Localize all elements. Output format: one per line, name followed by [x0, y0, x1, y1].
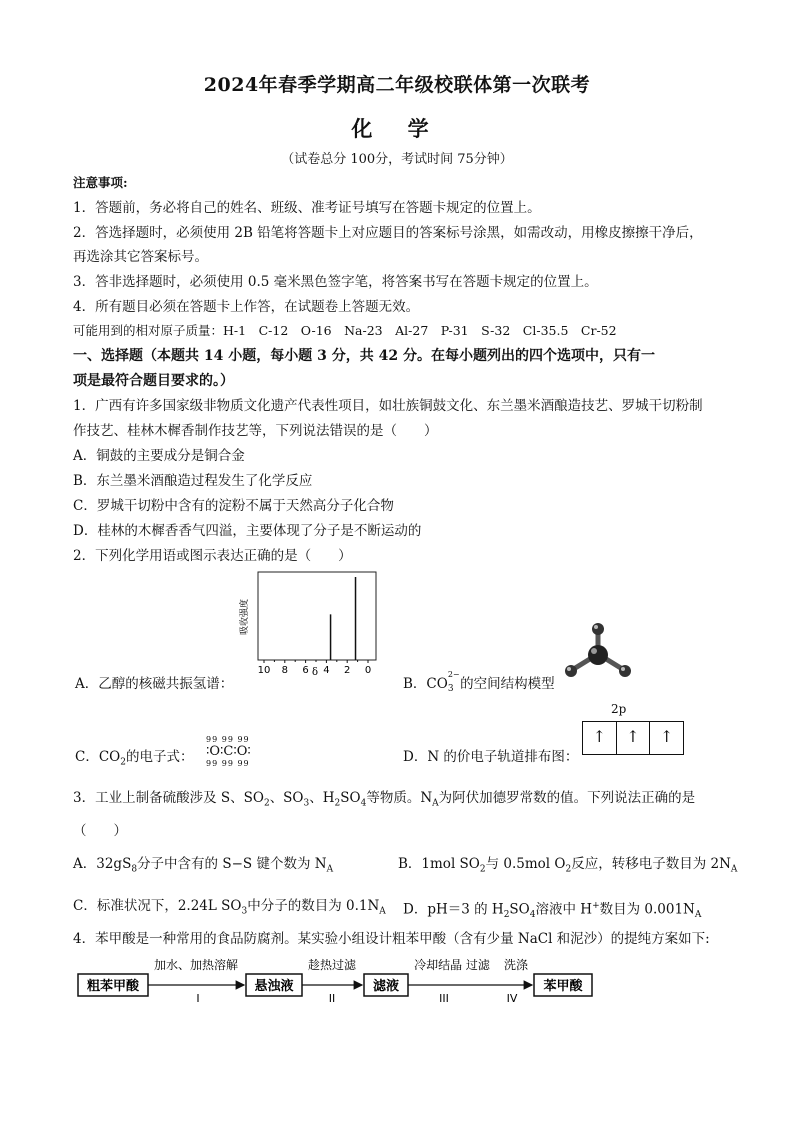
- q1-option-c: C．罗城干切粉中含有的淀粉不属于天然高分子化合物: [73, 498, 394, 514]
- flow-step-number: II: [328, 992, 336, 1005]
- orbital-box: ↑: [583, 722, 617, 754]
- x-tick-label: 10: [257, 665, 271, 676]
- x-tick-label: 2: [344, 665, 351, 676]
- flow-box-label: 悬浊液: [254, 979, 294, 994]
- q1-stem-cont: 作技艺、桂林木樨香制作技艺等，下列说法错误的是（ ）: [73, 423, 438, 439]
- x-tick-label: 8: [281, 665, 288, 676]
- note-item: 2．答选择题时，必须使用 2B 铅笔将答题卡上对应题目的答案标号涂黑，如需改动，用橡皮擦擦干净后，: [73, 225, 703, 241]
- q3-option-a: A．$32gS_8$分子中含有的 S−S 键个数为 $N_A$: [73, 856, 334, 875]
- q3-stem: 3．工业上制备硫酸涉及 S、$SO_2$、$SO_3$、$H_2SO_4$等物质。$N_A$为阿伏加德罗常数的值。下列说法正确的是: [73, 790, 696, 809]
- q3-stem-cont: （ ）: [73, 823, 127, 839]
- chart-xlabel: δ: [312, 667, 319, 677]
- orbital-diagram: [582, 721, 684, 755]
- q1-stem: 1．广西有许多国家级非物质文化遗产代表性项目，如壮族铜鼓文化、东兰墨米酒酿造技艺、罗城干切粉制: [73, 398, 703, 414]
- q2-option-a: A．乙醇的核磁共振氢谱：: [75, 676, 234, 692]
- q2-option-d: D．N 的价电子轨道排布图：: [403, 749, 579, 765]
- q2-stem: 2．下列化学用语或图示表达正确的是（ ）: [73, 548, 352, 564]
- q2-option-c: C．$CO_2$的电子式：: [75, 749, 194, 768]
- carbon-atom: [588, 645, 608, 665]
- note-item: 4．所有题目必须在答题卡上作答，在试题卷上答题无效。: [73, 299, 420, 315]
- purification-flowchart: [76, 956, 596, 1006]
- exam-title: 2024年春季学期高二年级校联体第一次联考: [203, 74, 591, 96]
- orbital-box: ↑: [617, 722, 651, 754]
- x-tick-label: 0: [364, 665, 372, 676]
- q2-option-b: B．CO 3 2− 的空间结构模型: [403, 670, 555, 694]
- flow-step: 趁热过滤: [307, 958, 357, 972]
- note-item: 再选涂其它答案标号。: [73, 249, 208, 265]
- section-heading-cont: 项是最符合题目要求的。）: [73, 373, 234, 389]
- note-item: 3．答非选择题时，必须使用 0.5 毫米黑色签字笔，将答案书写在答题卡规定的位置上。: [73, 274, 598, 290]
- oxygen-atom: [619, 665, 631, 677]
- exam-info: （试卷总分 100分，考试时间 75分钟）: [281, 152, 513, 167]
- subject-title: 化 学: [351, 116, 443, 141]
- section-heading: 一、选择题（本题共 14 小题，每小题 3 分，共 42 分。在每小题列出的四个选项中，只有一: [73, 348, 655, 364]
- flow-step: 洗涤: [503, 958, 529, 972]
- flow-box-label: 粗苯甲酸: [86, 979, 140, 994]
- q3-option-c: C．标准状况下，2.24L $SO_3$中分子的数目为 $0.1N_A$: [73, 898, 386, 917]
- q1-option-d: D．桂林的木樨香香气四溢，主要体现了分子是不断运动的: [73, 523, 422, 539]
- q4-stem: 4．苯甲酸是一种常用的食品防腐剂。某实验小组设计粗苯甲酸（含有少量 NaCl 和泥沙）的提纯方案如下:: [73, 931, 710, 947]
- flow-box-label: 滤液: [372, 979, 400, 994]
- q1-option-a: A．铜鼓的主要成分是铜合金: [73, 448, 245, 464]
- q3-option-b: B．1mol $SO_2$与 0.5mol $O_2$反应，转移电子数目为 $2N_A$: [398, 856, 738, 875]
- orbital-box: ↑: [659, 727, 674, 746]
- flow-box-label: 苯甲酸: [543, 979, 583, 994]
- atomic-masses: 可能用到的相对原子质量：H-1 C-12 O-16 Na-23 Al-27 P-31 S-32 Cl-35.5 Cr-52: [73, 323, 617, 338]
- flow-step-number: IV: [506, 992, 518, 1005]
- chart-peaks: [331, 577, 356, 660]
- oxygen-atom: [592, 623, 604, 635]
- chart-frame: [258, 572, 376, 660]
- note-item: 1．答题前，务必将自己的姓名、班级、准考证号填写在答题卡规定的位置上。: [73, 200, 541, 216]
- flow-step-number: I: [196, 992, 200, 1005]
- x-tick-label: 6: [302, 665, 309, 676]
- nmr-spectrum-chart: [238, 571, 380, 677]
- flow-step: 冷却结晶 过滤: [414, 958, 490, 972]
- co2-electron-formula: 99 99 99 ∶O∶C∶O∶ 99 99 99: [206, 735, 251, 768]
- q1-option-b: B．东兰墨米酒酿造过程发生了化学反应: [73, 473, 313, 489]
- notes-heading: 注意事项:: [73, 175, 128, 190]
- co3-molecule-model: [560, 618, 632, 686]
- x-tick-label: 4: [323, 665, 330, 676]
- flow-step: 加水、加热溶解: [153, 958, 239, 972]
- chart-ylabel: 吸收强度: [240, 598, 250, 635]
- flow-step-number: III: [439, 992, 449, 1005]
- orbital-label: 2p: [611, 702, 627, 716]
- q3-option-d: D．pH＝3 的 $H_2SO_4$溶液中 H+数目为 $0.001N_A$: [403, 901, 702, 921]
- oxygen-atom: [565, 665, 577, 677]
